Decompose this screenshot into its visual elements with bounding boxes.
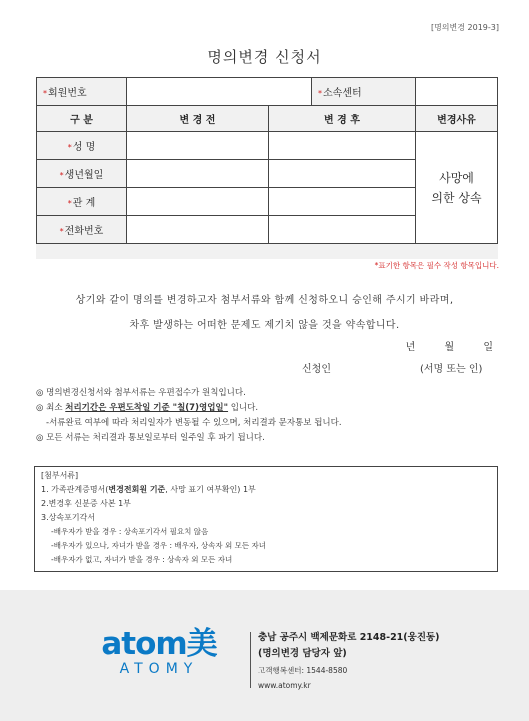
notes-section [36, 386, 496, 446]
note-item: ◎ 모든 서류는 처리결과 통보일로부터 일주일 후 파기 됩니다. [36, 433, 265, 443]
attachment-sub-item: -배우자가 받을 경우 : 상속포기각서 필요치 않음 [51, 527, 209, 536]
logo-subtext: ATOMY [119, 661, 199, 677]
website-link[interactable]: www.atomy.kr [258, 681, 311, 690]
statement-line-2: 차후 발생하는 어떠한 문제도 제기치 않을 것을 약속합니다. [129, 320, 400, 331]
table-row [37, 132, 498, 160]
attachments-title: [첨부서류] [41, 471, 79, 480]
center-label: *소속센터 [312, 78, 416, 106]
change-reason-cell [416, 132, 498, 244]
reason-line-2: 의한 상속 [431, 190, 482, 205]
required-notice: *표기한 항목은 필수 작성 항목입니다. [374, 261, 499, 270]
atomy-logo [84, 628, 234, 678]
center-field[interactable] [416, 78, 498, 106]
phone-after-field[interactable] [269, 216, 416, 244]
document-code: [명의변경 2019-3] [430, 23, 499, 32]
contact-info [258, 663, 347, 693]
member-info-row [37, 78, 498, 106]
applicant-label: 신청인 [302, 364, 331, 375]
recipient-line: (명의변경 담당자 앞) [258, 648, 347, 659]
name-before-field[interactable] [127, 132, 269, 160]
header-after: 변 경 후 [269, 106, 416, 132]
statement-line-1: 상기와 같이 명의를 변경하고자 첨부서류와 함께 신청하오니 승인해 주시기 바라며, [75, 295, 454, 306]
application-form-table [36, 77, 498, 244]
note-item: ◎ 명의변경신청서와 첨부서류는 우편접수가 원칙입니다. [36, 388, 246, 398]
date-line: 년 월 일 [405, 342, 493, 353]
name-after-field[interactable] [269, 132, 416, 160]
attachment-sub-item: -배우자가 있으나, 자녀가 받을 경우 : 배우자, 상속자 외 모든 자녀 [51, 541, 266, 550]
footer-divider [250, 632, 251, 688]
table-header-row [37, 106, 498, 132]
member-number-field[interactable] [127, 78, 312, 106]
note-item: ◎ 최소 처리기간은 우편도착일 기준 "칠(7)영업일" 입니다. [36, 403, 259, 413]
header-reason: 변경사유 [416, 106, 498, 132]
header-category: 구 분 [37, 106, 127, 132]
row-label-birthdate: *생년월일 [37, 160, 127, 188]
reason-line-1: 사망에 [439, 170, 474, 185]
page-title: 명의변경 신청서 [207, 48, 322, 66]
relation-after-field[interactable] [269, 188, 416, 216]
required-mark: * [43, 89, 47, 98]
birthdate-before-field[interactable] [127, 160, 269, 188]
phone-line: 고객행복센터: 1544-8580 [258, 666, 348, 675]
row-label-relation: *관 계 [37, 188, 127, 216]
attachment-item: 3.상속포기각서 [41, 513, 96, 522]
attachments-box [34, 466, 498, 572]
attachment-item: 1. 가족관계증명서(변경전회원 기준, 사망 표기 여부확인) 1부 [41, 485, 256, 494]
row-label-name: *성 명 [37, 132, 127, 160]
phone-before-field[interactable] [127, 216, 269, 244]
note-sub-item: -서류완료 여부에 따라 처리일자가 변동될 수 있으며, 처리결과 문자통보 됩니다. [46, 418, 342, 428]
header-before: 변 경 전 [127, 106, 269, 132]
signature-hint: (서명 또는 인) [420, 364, 483, 375]
mailing-address [258, 630, 440, 662]
birthdate-after-field[interactable] [269, 160, 416, 188]
attachment-sub-item: -배우자가 없고, 자녀가 받을 경우 : 상속자 외 모든 자녀 [51, 555, 233, 564]
logo-wordmark: atom美 [101, 626, 217, 662]
address-line: 충남 공주시 백제문화로 2148-21(웅진동) [258, 632, 440, 643]
row-label-phone: *전화번호 [37, 216, 127, 244]
attachment-item: 2.변경후 신분증 사본 1부 [41, 499, 131, 508]
relation-before-field[interactable] [127, 188, 269, 216]
required-mark: * [318, 89, 322, 98]
member-number-label: *회원번호 [37, 78, 127, 106]
